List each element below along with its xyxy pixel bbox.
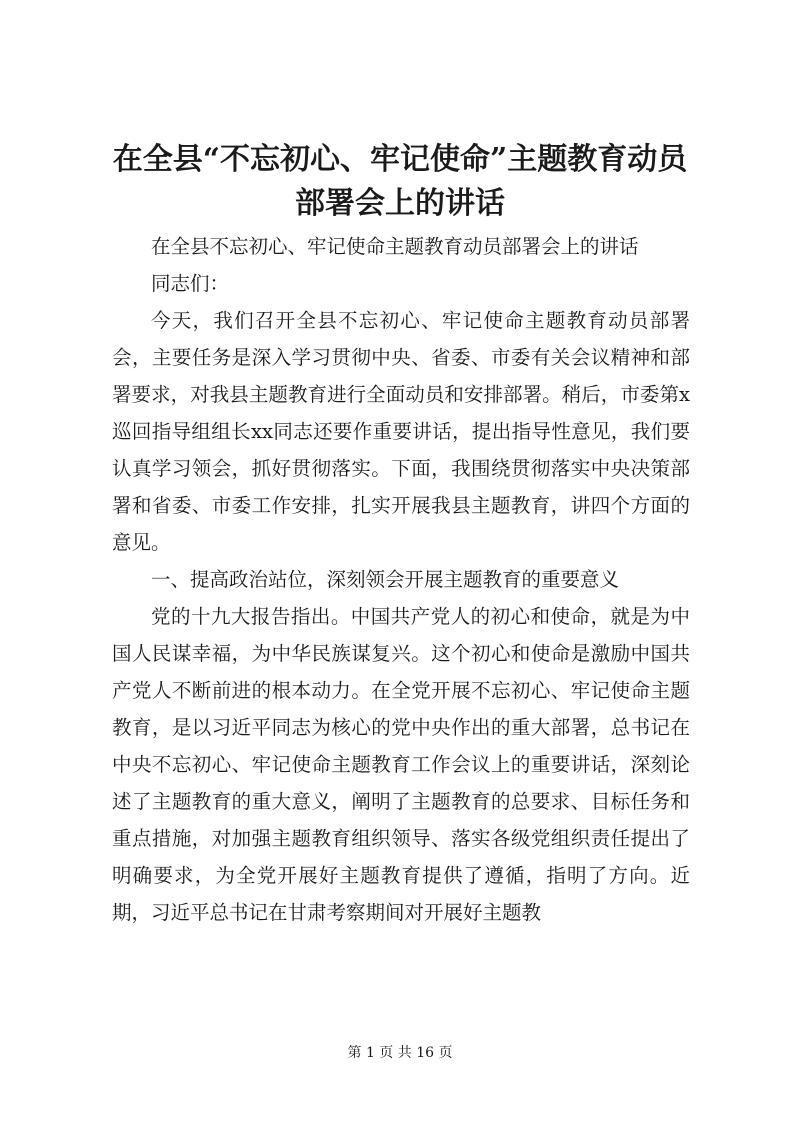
paragraph-salutation: 同志们：	[151, 272, 230, 295]
paragraph-intro: 今天，我们召开全县不忘初心、牢记使命主题教育动员部署会，主要任务是深入学习贯彻中央、省委、市委有关会议精神和部署要求，对我县主题教育进行全面动员和安排部署。稍后，市委第x巡回指导组组长xx同志还要作重要讲话，提出指导性意见，我们要认真学习领会，抓好贯彻落实。下面，我围绕贯彻落实中央决策部署和省委、市委工作安排，扎实开展我县主题教育，讲四个方面的意见。	[112, 309, 690, 554]
section-heading-1: 一、提高政治站位，深刻领会开展主题教育的重要意义	[151, 568, 620, 591]
document-title: 在全县“不忘初心、牢记使命”主题教育动员部署会上的讲话	[112, 142, 688, 221]
paragraph-subtitle: 在全县不忘初心、牢记使命主题教育动员部署会上的讲话	[151, 235, 639, 258]
paragraph-section-1: 党的十九大报告指出。中国共产党人的初心和使命，就是为中国人民谋幸福，为中华民族谋复兴。这个初心和使命是激励中国共产党人不断前进的根本动力。在全党开展不忘初心、牢记使命主题教育，是以习近平同志为核心的党中央作出的重大部署，总书记在中央不忘初心、牢记使命主题教育工作会议上的重要讲话，深刻论述了主题教育的重大意义，阐明了主题教育的总要求、目标任务和重点措施，对加强主题教育组织领导、落实各级党组织责任提出了明确要求，为全党开展好主题教育提供了遵循，指明了方向。近期，习近平总书记在甘肃考察期间对开展好主题教	[112, 605, 690, 924]
page-footer: 第 1 页 共 16 页	[347, 1045, 453, 1061]
document-body	[112, 228, 690, 931]
